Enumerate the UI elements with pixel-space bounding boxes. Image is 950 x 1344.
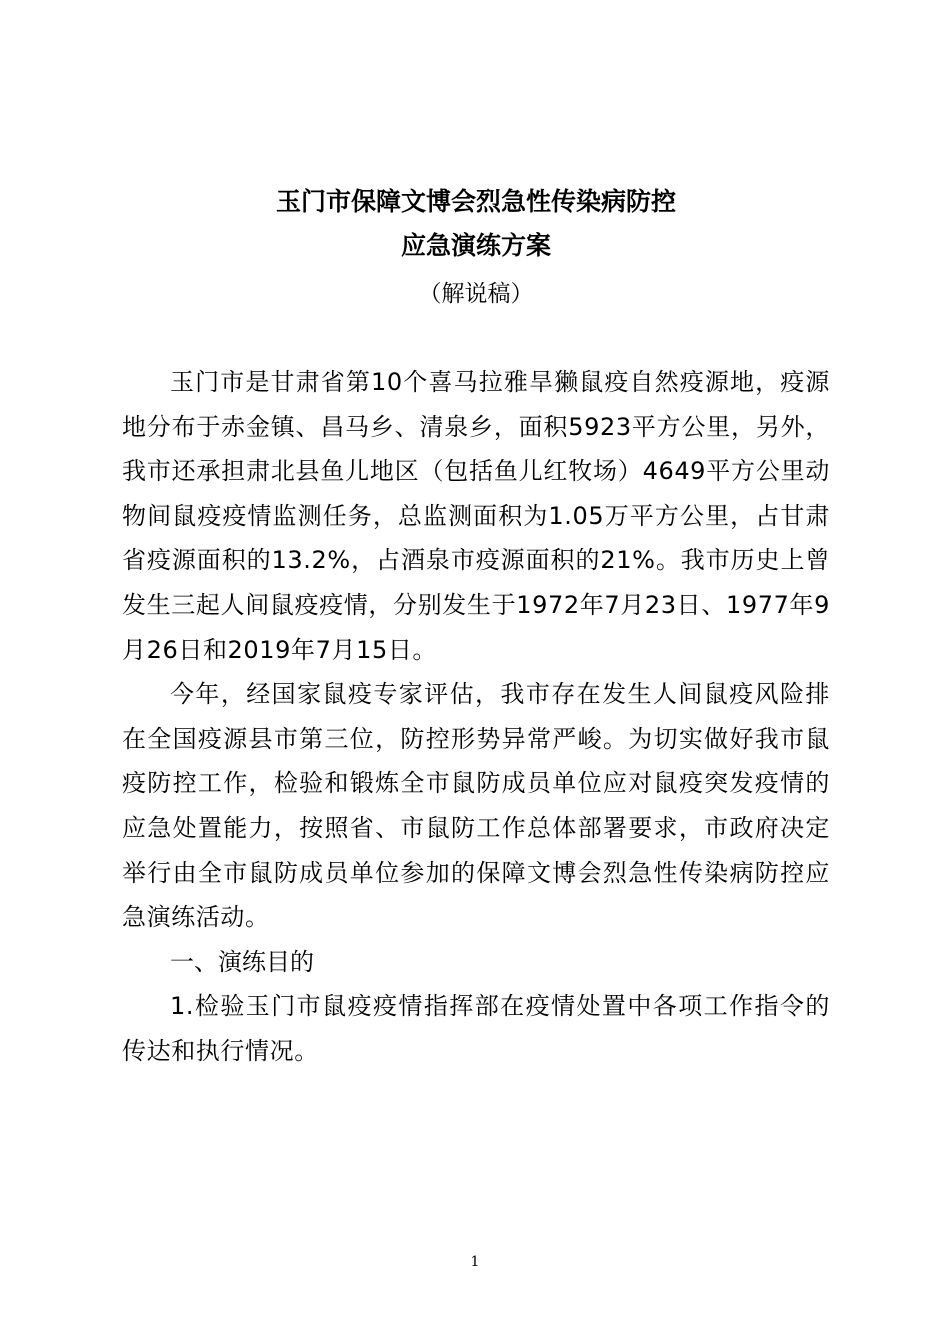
title-line-2: 应急演练方案	[400, 231, 551, 260]
document-body	[122, 360, 830, 1074]
purpose-item-1: 1.检验玉门市鼠疫疫情指挥部在疫情处置中各项工作指令的传达和执行情况。	[122, 992, 830, 1065]
paragraph-intro: 玉门市是甘肃省第10个喜马拉雅旱獭鼠疫自然疫源地，疫源地分布于赤金镇、昌马乡、清泉乡，面积5923平方公里，另外，我市还承担肃北县鱼儿地区（包括鱼儿红牧场）4649平方公里动物间鼠疫疫情监测任务，总监测面积为1.05万平方公里，占甘肃省疫源面积的13.2%，占酒泉市疫源面积的21%。我市历史上曾发生三起人间鼠疫疫情，分别发生于1972年7月23日、1977年9月26日和2019年7月15日。	[122, 368, 830, 664]
title-line-1: 玉门市保障文博会烈急性传染病防控	[275, 187, 676, 216]
paragraph-background: 今年，经国家鼠疫专家评估，我市存在发生人间鼠疫风险排在全国疫源县市第三位，防控形势异常严峻。为切实做好我市鼠疫防控工作，检验和锻炼全市鼠防成员单位应对鼠疫突发疫情的应急处置能力，按照省、市鼠防工作总体部署要求，市政府决定举行由全市鼠防成员单位参加的保障文博会烈急性传染病防控应急演练活动。	[122, 680, 830, 932]
document-title	[122, 180, 830, 268]
page-number: 1	[470, 1254, 480, 1270]
document-page	[122, 180, 830, 1074]
document-subtitle: （解说稿）	[418, 281, 534, 307]
section-heading-purpose: 一、演练目的	[170, 947, 314, 976]
